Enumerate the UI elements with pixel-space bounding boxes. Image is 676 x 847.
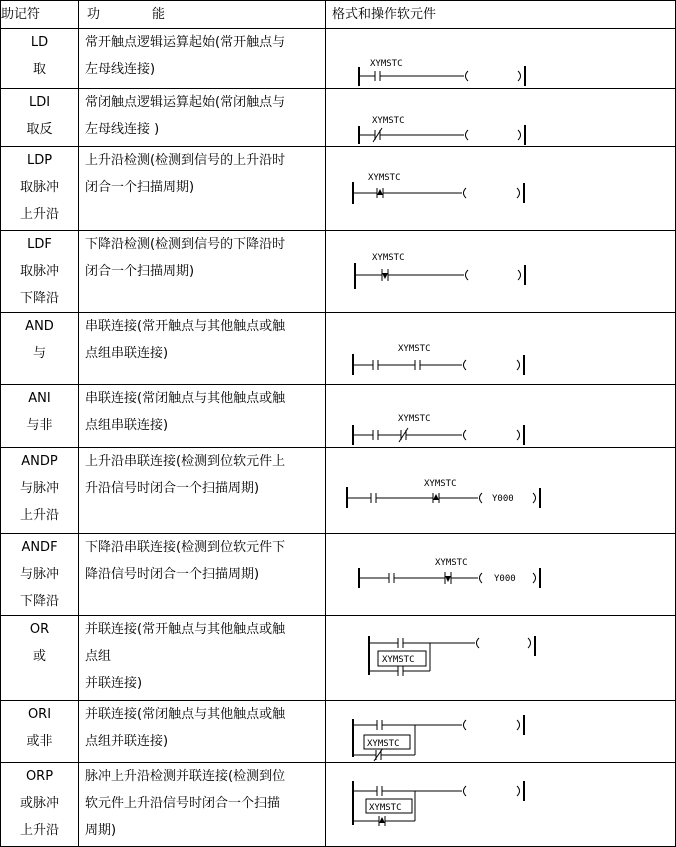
ladder-diagram xyxy=(326,534,676,615)
description-cell: 下降沿检测(检测到信号的下降沿时 闭合一个扫描周期) xyxy=(79,231,326,313)
contact-label: XYMSTC xyxy=(370,59,403,69)
description-cell: 并联连接(常闭触点与其他触点或触 点组并联连接) xyxy=(79,701,326,763)
header-row xyxy=(1,1,676,29)
ladder-cell xyxy=(326,701,676,763)
table-row xyxy=(1,448,676,534)
contact-label: XYMSTC xyxy=(424,479,457,489)
ladder-diagram xyxy=(326,29,676,89)
mnemonic-cell: AND 与 xyxy=(1,313,79,385)
ladder-diagram xyxy=(326,701,676,763)
ladder-cell xyxy=(326,147,676,231)
description-cell: 下降沿串联连接(检测到位软元件下 降沿信号时闭合一个扫描周期) xyxy=(79,534,326,616)
ladder-diagram xyxy=(326,385,676,448)
rising-edge-icon xyxy=(433,494,439,500)
table-row xyxy=(1,29,676,89)
table-row xyxy=(1,231,676,313)
contact-label: XYMSTC xyxy=(382,655,415,665)
mnemonic-cell: LDP 取脉冲 上升沿 xyxy=(1,147,79,231)
description-cell: 常开触点逻辑运算起始(常开触点与 左母线连接) xyxy=(79,29,326,89)
mnemonic-cell: LDI 取反 xyxy=(1,89,79,147)
contact-label: XYMSTC xyxy=(369,803,402,813)
description-cell: 上升沿检测(检测到信号的上升沿时 闭合一个扫描周期) xyxy=(79,147,326,231)
ladder-cell xyxy=(326,448,676,534)
header-function: 功 能 xyxy=(79,1,326,29)
ladder-diagram xyxy=(326,231,676,313)
description-cell: 常闭触点逻辑运算起始(常闭触点与 左母线连接 ) xyxy=(79,89,326,147)
description-cell: 上升沿串联连接(检测到位软元件上 升沿信号时闭合一个扫描周期) xyxy=(79,448,326,534)
ladder-cell xyxy=(326,313,676,385)
mnemonic-cell: LD 取 xyxy=(1,29,79,89)
table-row xyxy=(1,534,676,616)
table-row xyxy=(1,89,676,147)
ladder-cell xyxy=(326,89,676,147)
table-row xyxy=(1,763,676,847)
contact-label: XYMSTC xyxy=(368,173,401,183)
ladder-cell xyxy=(326,385,676,448)
mnemonic-cell: ANI 与非 xyxy=(1,385,79,448)
mnemonic-cell: ANDF 与脉冲 下降沿 xyxy=(1,534,79,616)
table-row xyxy=(1,147,676,231)
contact-label: XYMSTC xyxy=(367,739,400,749)
description-cell: 脉冲上升沿检测并联连接(检测到位 软元件上升沿信号时闭合一个扫描 周期) xyxy=(79,763,326,847)
falling-edge-icon xyxy=(382,273,388,279)
description-cell: 串联连接(常开触点与其他触点或触 点组串联连接) xyxy=(79,313,326,385)
table-row xyxy=(1,701,676,763)
ladder-diagram xyxy=(326,448,676,534)
falling-edge-icon xyxy=(445,576,451,582)
ladder-cell xyxy=(326,231,676,313)
mnemonic-cell: ANDP 与脉冲 上升沿 xyxy=(1,448,79,534)
contact-label: XYMSTC xyxy=(398,414,431,424)
table-row xyxy=(1,385,676,448)
mnemonic-cell: OR 或 xyxy=(1,616,79,701)
rising-edge-icon xyxy=(379,817,385,823)
description-cell: 串联连接(常闭触点与其他触点或触 点组串联连接) xyxy=(79,385,326,448)
coil-label: Y000 xyxy=(492,494,514,504)
ladder-diagram xyxy=(326,147,676,231)
contact-label: XYMSTC xyxy=(435,558,468,568)
ladder-diagram xyxy=(326,763,676,847)
ladder-cell xyxy=(326,763,676,847)
ladder-diagram xyxy=(326,616,676,701)
ladder-cell xyxy=(326,534,676,616)
header-mnemonic: 助记符 xyxy=(1,1,79,29)
ladder-cell xyxy=(326,29,676,89)
contact-label: XYMSTC xyxy=(398,344,431,354)
contact-label: XYMSTC xyxy=(372,253,405,263)
table-row xyxy=(1,616,676,701)
contact-label: XYMSTC xyxy=(372,116,405,126)
table-row xyxy=(1,313,676,385)
ladder-diagram xyxy=(326,89,676,147)
coil-label: Y000 xyxy=(494,574,516,584)
ladder-cell xyxy=(326,616,676,701)
rising-edge-icon xyxy=(377,189,383,195)
header-format: 格式和操作软元件 xyxy=(326,1,676,29)
mnemonic-cell: ORP 或脉冲 上升沿 xyxy=(1,763,79,847)
description-cell: 并联连接(常开触点与其他触点或触 点组 并联连接) xyxy=(79,616,326,701)
mnemonic-cell: LDF 取脉冲 下降沿 xyxy=(1,231,79,313)
ladder-diagram xyxy=(326,313,676,385)
mnemonic-cell: ORI 或非 xyxy=(1,701,79,763)
